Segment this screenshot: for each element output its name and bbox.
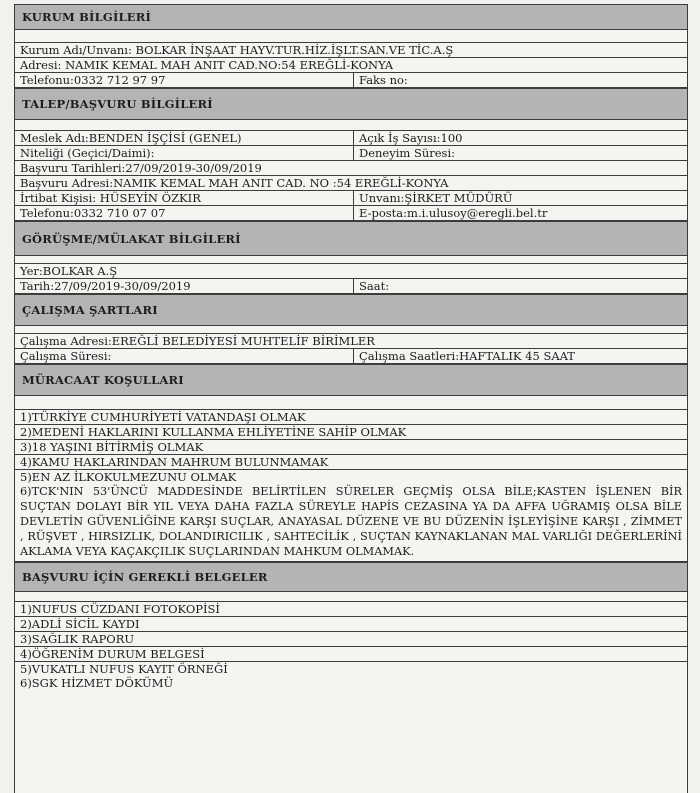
spacer — [15, 396, 687, 410]
row-kurum-adres — [15, 58, 687, 73]
section-title: ÇALIŞMA ŞARTLARI — [22, 303, 158, 317]
basvuru-tarihleri: Başvuru Tarihleri:27/09/2019-30/09/2019 — [20, 161, 262, 175]
row-gorusme-tarih — [15, 279, 687, 294]
section-heading-gorusme — [15, 221, 687, 256]
row-irtibat — [15, 191, 687, 206]
calisma-suresi: Çalışma Süresi: — [15, 349, 354, 363]
kurum-faks: Faks no: — [359, 73, 408, 87]
row-talep-telefon — [15, 206, 687, 221]
section-title: MÜRACAAT KOŞULLARI — [22, 373, 184, 387]
unvan: Unvanı:ŞİRKET MÜDÜRÜ — [359, 191, 513, 205]
spacer — [15, 592, 687, 602]
nitelik: Niteliği (Geçici/Daimi): — [15, 146, 354, 160]
list-item: 4)KAMU HAKLARINDAN MAHRUM BULUNMAMAK — [15, 455, 687, 470]
row-nitelik — [15, 146, 687, 161]
list-item-long: 6)TCK'NIN 53'ÜNCÜ MADDESİNDE BELİRTİLEN SÜRELER GEÇMİŞ OLSA BİLE;KASTEN İŞLENEN BİR SUÇTAN DOLAYI BİR YIL VEYA DAHA FAZLA SÜREYLE HAPİS CEZASINA YA DA AFFA UĞRAMIŞ OLSA BİLE DEVLETİN GÜVENLİĞİNE KARŞI SUÇLAR, ANAYASAL DÜZENE VE BU DÜZENİN İŞLEYİŞİNE KARŞI , ZİMMET , RÜŞVET , HIRSIZLIK, DOLANDIRICILIK , SAHTECİLİK , SUÇTAN KAYNAKLANAN MAL VARLIĞI DEĞERLERİNİ AKLAMA VEYA KAÇAKÇILIK SUÇLARINDAN MAHKUM OLMAMAK. — [15, 484, 687, 562]
list-item: 1)TÜRKİYE CUMHURİYETİ VATANDAŞI OLMAK — [15, 410, 687, 425]
section-title: GÖRÜŞME/MÜLAKAT BİLGİLERİ — [22, 231, 241, 246]
row-calisma-suresi — [15, 349, 687, 364]
deneyim-suresi: Deneyim Süresi: — [359, 146, 456, 160]
section-title: TALEP/BAŞVURU BİLGİLERİ — [22, 97, 213, 111]
row-kurum-telefon — [15, 73, 687, 88]
section-heading-muracaat — [15, 364, 687, 396]
talep-telefon: Telefonu:0332 710 07 07 — [15, 206, 354, 220]
row-calisma-adresi — [15, 334, 687, 349]
list-item: 2)ADLİ SİCİL KAYDI — [15, 617, 687, 632]
section-title: BAŞVURU İÇİN GEREKLİ BELGELER — [22, 570, 268, 584]
kurum-telefon: Telefonu:0332 712 97 97 — [15, 73, 354, 87]
kurum-adi: Kurum Adı/Unvanı: BOLKAR İNŞAAT HAYV.TUR.HİZ.İŞLT.SAN.VE TİC.A.Ş — [20, 43, 454, 57]
calisma-adresi: Çalışma Adresi:EREĞLİ BELEDİYESİ MUHTELİF BİRİMLER — [20, 334, 375, 348]
row-basvuru-tarihleri — [15, 161, 687, 176]
acik-is-sayisi: Açık İş Sayısı:100 — [359, 131, 463, 145]
list-item: 5)EN AZ İLKOKULMEZUNU OLMAK — [20, 470, 237, 484]
list-item: 1)NUFUS CÜZDANI FOTOKOPİSİ — [15, 602, 687, 617]
form-page — [14, 4, 688, 793]
list-item: 4)ÖĞRENİM DURUM BELGESİ — [15, 647, 687, 662]
eposta: E-posta:m.i.ulusoy@eregli.bel.tr — [359, 206, 548, 220]
spacer — [15, 256, 687, 264]
spacer — [15, 30, 687, 43]
section-heading-talep — [15, 88, 687, 120]
calisma-saatleri: Çalışma Saatleri:HAFTALIK 45 SAAT — [359, 349, 575, 363]
spacer — [15, 326, 687, 334]
section-heading-belgeler — [15, 562, 687, 592]
basvuru-adresi: Başvuru Adresi:NAMIK KEMAL MAH ANIT CAD. NO :54 EREĞLİ-KONYA — [20, 176, 449, 190]
kurum-adres: Adresi: NAMIK KEMAL MAH ANIT CAD.NO:54 EREĞLİ-KONYA — [20, 58, 394, 72]
row-basvuru-adresi — [15, 176, 687, 191]
gorusme-saat: Saat: — [359, 279, 390, 293]
gorusme-tarih: Tarih:27/09/2019-30/09/2019 — [15, 279, 354, 293]
list-item: 2)MEDENİ HAKLARINI KULLANMA EHLİYETİNE SAHİP OLMAK — [15, 425, 687, 440]
list-item: 5)VUKATLI NUFUS KAYIT ÖRNEĞİ — [20, 662, 228, 676]
gorusme-yer: Yer:BOLKAR A.Ş — [20, 264, 118, 278]
meslek-adi: Meslek Adı:BENDEN İŞÇİSİ (GENEL) — [15, 131, 354, 145]
list-item: 6)SGK HİZMET DÖKÜMÜ — [20, 676, 174, 690]
row-kurum-adi — [15, 43, 687, 58]
section-heading-kurum — [15, 4, 687, 30]
list-item: 3)SAĞLIK RAPORU — [15, 632, 687, 647]
section-heading-calisma — [15, 294, 687, 326]
spacer — [15, 120, 687, 131]
section-title: KURUM BİLGİLERİ — [22, 10, 152, 24]
row-meslek — [15, 131, 687, 146]
row-yer — [15, 264, 687, 279]
irtibat-kisisi: İrtibat Kişisi: HÜSEYİN ÖZKIR — [15, 191, 354, 205]
list-item: 3)18 YAŞINI BİTİRMİŞ OLMAK — [15, 440, 687, 455]
